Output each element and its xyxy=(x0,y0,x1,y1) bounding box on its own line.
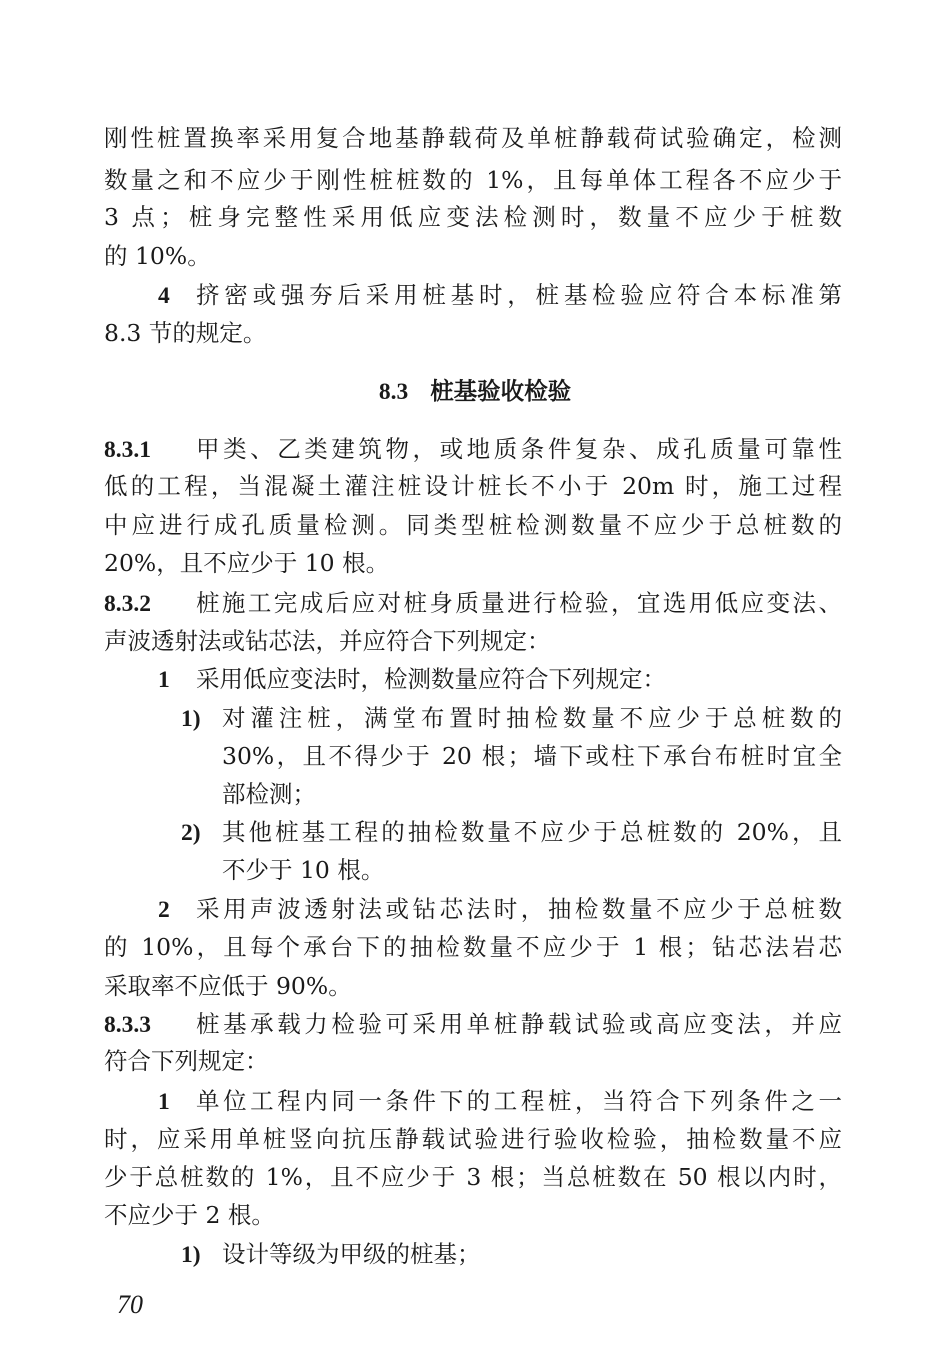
paragraph-line: 声波透射法或钻芯法，并应符合下列规定： xyxy=(104,627,551,655)
paragraph-line: 30%，且不得少于 20 根；墙下或柱下承台布桩时宜全 xyxy=(222,742,842,770)
paragraph-line: 采取率不应低于 90%。 xyxy=(104,972,352,1000)
paragraph-line: 桩施工完成后应对桩身质量进行检验，宜选用低应变法、 xyxy=(196,589,842,617)
clause-number: 8.3.2 xyxy=(104,591,151,617)
paragraph-line: 设计等级为甲级的桩基； xyxy=(222,1240,481,1268)
paragraph-line: 甲类、乙类建筑物，或地质条件复杂、成孔质量可靠性 xyxy=(196,435,842,463)
paragraph-line: 采用声波透射法或钻芯法时，抽检数量不应少于总桩数 xyxy=(196,895,842,923)
section-heading xyxy=(0,372,950,411)
paragraph-line: 20%，且不应少于 10 根。 xyxy=(104,549,390,577)
item-number: 1 xyxy=(158,1089,170,1115)
paragraph-line: 不应少于 2 根。 xyxy=(104,1201,275,1229)
clause-number: 8.3.1 xyxy=(104,437,151,463)
paragraph-line: 时，应采用单桩竖向抗压静载试验进行验收检验，抽检数量不应 xyxy=(104,1125,842,1153)
paragraph-line: 单位工程内同一条件下的工程桩，当符合下列条件之一 xyxy=(196,1087,842,1115)
paragraph-line: 的 10%。 xyxy=(104,242,211,270)
section-title: 桩基验收检验 xyxy=(430,377,572,405)
clause-number: 8.3.3 xyxy=(104,1012,151,1038)
paragraph-line: 挤密或强夯后采用桩基时，桩基检验应符合本标准第 xyxy=(196,281,842,309)
subitem-number: 1) xyxy=(181,1242,201,1268)
paragraph-line: 采用低应变法时，检测数量应符合下列规定： xyxy=(196,665,666,693)
paragraph-line: 8.3 节的规定。 xyxy=(104,319,267,347)
item-number: 2 xyxy=(158,897,170,923)
item-number: 1 xyxy=(158,667,170,693)
paragraph-line: 部检测； xyxy=(222,780,316,808)
paragraph-line: 3 点；桩身完整性采用低应变法检测时，数量不应少于桩数 xyxy=(104,203,842,231)
subitem-number: 1) xyxy=(181,706,201,732)
paragraph-line: 桩基承载力检验可采用单桩静载试验或高应变法，并应 xyxy=(196,1010,842,1038)
page-number: 70 xyxy=(117,1290,143,1319)
paragraph-line: 中应进行成孔质量检测。同类型桩检测数量不应少于总桩数的 xyxy=(104,511,842,539)
paragraph-line: 其他桩基工程的抽检数量不应少于总桩数的 20%，且 xyxy=(222,818,842,846)
subitem-number: 2) xyxy=(181,820,201,846)
paragraph-line: 少于总桩数的 1%，且不应少于 3 根；当总桩数在 50 根以内时， xyxy=(104,1163,842,1191)
paragraph-line: 刚性桩置换率采用复合地基静载荷及单桩静载荷试验确定，检测 xyxy=(104,124,842,152)
item-number: 4 xyxy=(158,283,170,309)
paragraph-line: 不少于 10 根。 xyxy=(222,856,385,884)
paragraph-line: 符合下列规定： xyxy=(104,1047,269,1075)
paragraph-line: 数量之和不应少于刚性桩桩数的 1%，且每单体工程各不应少于 xyxy=(104,166,842,194)
section-number: 8.3 xyxy=(378,379,409,405)
paragraph-line: 低的工程，当混凝土灌注桩设计桩长不小于 20m 时，施工过程 xyxy=(104,472,842,500)
paragraph-line: 对灌注桩，满堂布置时抽检数量不应少于总桩数的 xyxy=(222,704,842,732)
paragraph-line: 的 10%，且每个承台下的抽检数量不应少于 1 根；钻芯法岩芯 xyxy=(104,933,842,961)
